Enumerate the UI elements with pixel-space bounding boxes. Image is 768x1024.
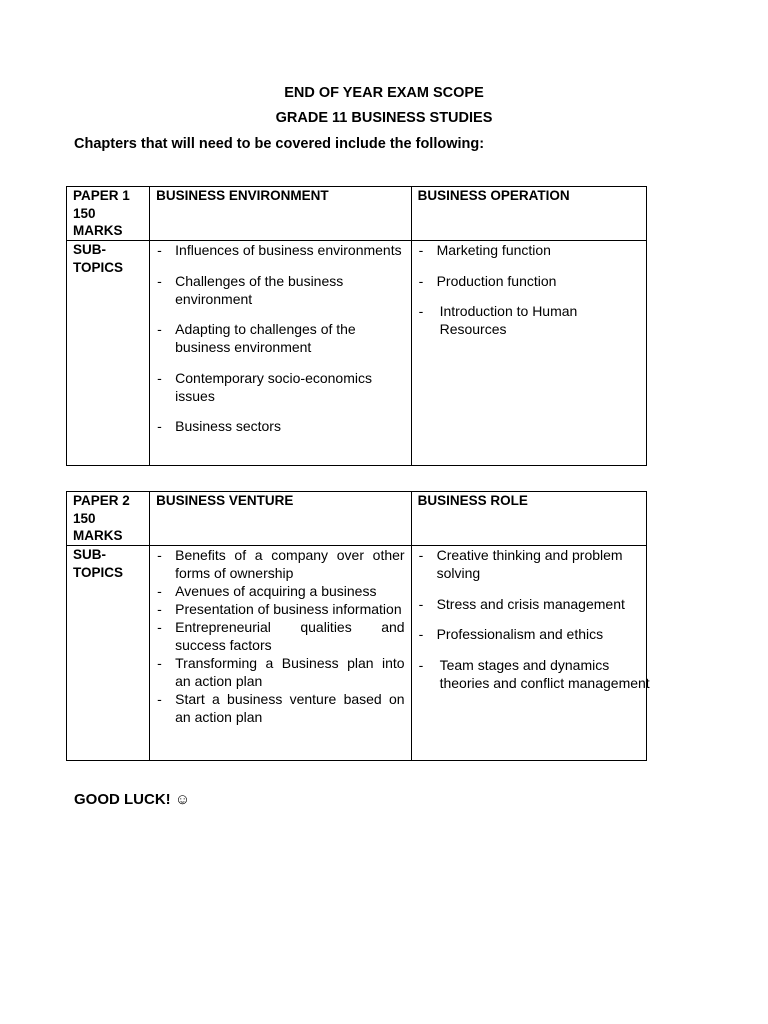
subtopics-label-line: TOPICS	[73, 564, 124, 580]
paper2-header-row	[67, 492, 647, 546]
list-item: - Presentation of business information	[150, 600, 410, 618]
paper2-col3-cell	[411, 546, 650, 761]
document-title: END OF YEAR EXAM SCOPE	[284, 85, 484, 101]
paper2-label-line: MARKS	[73, 528, 123, 543]
list-item: - Adapting to challenges of the business environment	[150, 320, 410, 356]
list-item: - Professionalism and ethics	[412, 625, 646, 643]
good-luck-text: GOOD LUCK! ☺	[74, 791, 191, 808]
list-item: - Business sectors	[150, 417, 410, 435]
paper2-col3-list	[412, 546, 650, 692]
paper2-subtopics-row	[67, 546, 647, 761]
paper2-col2-list	[150, 546, 410, 726]
subtopics-label-line: SUB-	[73, 242, 106, 257]
paper2-col3-header: BUSINESS ROLE	[411, 492, 646, 546]
paper2-label-line: 150	[73, 510, 96, 526]
paper2-col2-header: BUSINESS VENTURE	[150, 492, 411, 546]
paper2-label-line: PAPER 2	[73, 493, 130, 508]
list-item: - Challenges of the business environment	[150, 272, 410, 308]
list-item: - Entrepreneurial qualities and success factors	[150, 618, 410, 654]
paper1-col2-cell	[150, 241, 411, 466]
list-item: - Start a business venture based on an action plan	[150, 690, 410, 726]
intro-text: Chapters that will need to be covered include the following:	[74, 136, 485, 152]
subtopics-label-line: TOPICS	[73, 259, 124, 275]
list-item: - Benefits of a company over other forms of ownership	[150, 546, 410, 582]
paper1-table	[66, 186, 647, 466]
list-item: - Production function	[412, 272, 646, 290]
subtopics-label-line: SUB-	[73, 547, 106, 562]
paper1-col2-list	[150, 241, 410, 435]
paper1-col2-header: BUSINESS ENVIRONMENT	[150, 187, 411, 241]
list-item: - Avenues of acquiring a business	[150, 582, 410, 600]
list-item: - Influences of business environments	[150, 241, 410, 259]
list-item: - Creative thinking and problem solving	[412, 546, 646, 582]
paper1-subtopics-label	[67, 241, 150, 466]
list-item: - Team stages and dynamics theories and conflict management	[412, 656, 660, 692]
paper1-subtopics-row	[67, 241, 647, 466]
paper1-label-line: MARKS	[73, 223, 123, 238]
paper2-col2-cell	[150, 546, 411, 761]
paper1-col3-cell	[411, 241, 646, 466]
list-item: - Introduction to Human Resources	[412, 302, 646, 338]
list-item: - Stress and crisis management	[412, 595, 646, 613]
paper1-col3-header: BUSINESS OPERATION	[411, 187, 646, 241]
paper1-label	[67, 187, 150, 241]
paper1-label-line: 150	[73, 205, 96, 221]
list-item: - Transforming a Business plan into an action plan	[150, 654, 410, 690]
document-subtitle: GRADE 11 BUSINESS STUDIES	[275, 110, 493, 126]
paper2-subtopics-label	[67, 546, 150, 761]
list-item: - Marketing function	[412, 241, 646, 259]
paper2-table	[66, 491, 650, 761]
paper1-label-line: PAPER 1	[73, 188, 130, 203]
paper1-header-row	[67, 187, 647, 241]
paper1-col3-list	[412, 241, 646, 338]
paper2-label	[67, 492, 150, 546]
list-item: - Contemporary socio-economics issues	[150, 369, 410, 405]
